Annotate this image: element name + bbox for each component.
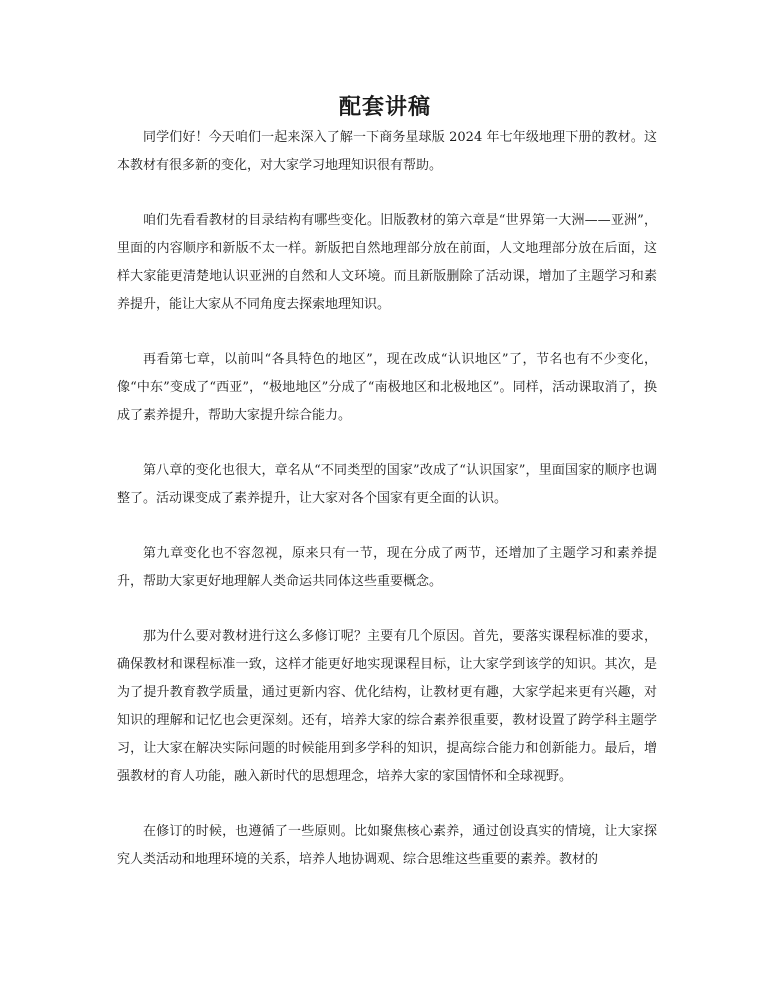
- paragraph-chapter-seven: 再看第七章，以前叫“各具特色的地区”，现在改成“认识地区”了，节名也有不少变化，像“中东”变成了“西亚”，“极地地区”分成了“南极地区和北极地区”。同样，活动课取消了，换成了素养提升，帮助大家提升综合能力。: [117, 352, 657, 423]
- paragraph-revision-principles: 在修订的时候，也遵循了一些原则。比如聚焦核心素养，通过创设真实的情境，让大家探究人类活动和地理环境的关系，培养人地协调观、综合思维这些重要的素养。教材的: [117, 824, 657, 867]
- paragraph-intro: 同学们好！今天咱们一起来深入了解一下商务星球版 2024 年七年级地理下册的教材。这本教材有很多新的变化，对大家学习地理知识很有帮助。: [117, 130, 657, 173]
- paragraph-chapter-six: 咱们先看看教材的目录结构有哪些变化。旧版教材的第六章是“世界第一大洲——亚洲”，里面的内容顺序和新版不太一样。新版把自然地理部分放在前面，人文地理部分放在后面，这样大家能更清楚地认识亚洲的自然和人文环境。而且新版删除了活动课，增加了主题学习和素养提升，能让大家从不同角度去探索地理知识。: [117, 213, 657, 312]
- document-title: 配套讲稿: [338, 94, 431, 120]
- paragraph-chapter-eight: 第八章的变化也很大，章名从“不同类型的国家”改成了“认识国家”，里面国家的顺序也调整了。活动课变成了素养提升，让大家对各个国家有更全面的认识。: [117, 463, 657, 506]
- document-body: [117, 124, 657, 901]
- paragraph-chapter-nine: 第九章变化也不容忽视，原来只有一节，现在分成了两节，还增加了主题学习和素养提升，帮助大家更好地理解人类命运共同体这些重要概念。: [117, 546, 657, 589]
- paragraph-revision-reasons: 那为什么要对教材进行这么多修订呢？主要有几个原因。首先，要落实课程标准的要求，确保教材和课程标准一致，这样才能更好地实现课程目标，让大家学到该学的知识。其次，是为了提升教育教学质量，通过更新内容、优化结构，让教材更有趣，大家学起来更有兴趣，对知识的理解和记忆也会更深刻。还有，培养大家的综合素养很重要，教材设置了跨学科主题学习，让大家在解决实际问题的时候能用到多学科的知识，提高综合能力和创新能力。最后，增强教材的育人功能，融入新时代的思想理念，培养大家的家国情怀和全球视野。: [117, 629, 657, 784]
